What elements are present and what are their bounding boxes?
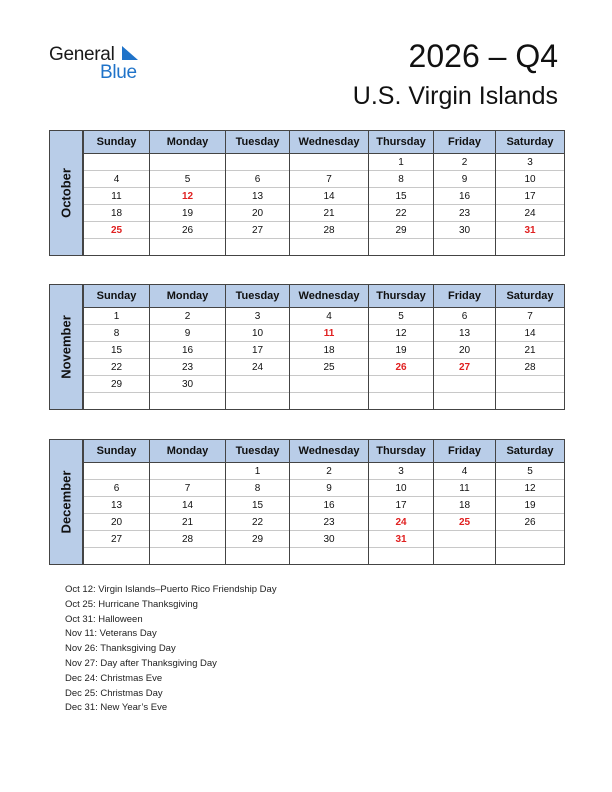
day-cell: 22 <box>226 514 290 531</box>
day-cell: 19 <box>369 342 434 359</box>
day-cell: 27 <box>226 222 290 239</box>
holiday-list-item: Dec 25: Christmas Day <box>65 687 163 699</box>
day-cell <box>84 463 150 480</box>
day-cell: 30 <box>150 376 226 393</box>
day-cell <box>150 239 226 256</box>
day-cell: 16 <box>434 188 496 205</box>
day-cell <box>496 239 565 256</box>
holiday-list-item: Nov 11: Veterans Day <box>65 628 157 640</box>
month-name: October <box>58 168 74 218</box>
day-cell: 24 <box>226 359 290 376</box>
day-cell: 18 <box>84 205 150 222</box>
day-cell: 1 <box>226 463 290 480</box>
weekday-header-row <box>84 131 565 154</box>
holiday-list-item: Oct 31: Halloween <box>65 613 143 625</box>
day-cell: 25 <box>434 514 496 531</box>
week-row <box>84 222 565 239</box>
day-cell: 6 <box>226 171 290 188</box>
week-row <box>84 531 565 548</box>
day-cell <box>150 154 226 171</box>
weekday-header: Wednesday <box>290 440 369 463</box>
day-cell: 19 <box>496 497 565 514</box>
day-cell <box>434 393 496 410</box>
weekday-header: Thursday <box>369 131 434 154</box>
day-cell: 20 <box>226 205 290 222</box>
week-row <box>84 188 565 205</box>
day-cell: 3 <box>369 463 434 480</box>
day-cell: 27 <box>434 359 496 376</box>
day-cell: 4 <box>434 463 496 480</box>
day-cell <box>369 376 434 393</box>
logo-triangle-icon <box>122 46 138 60</box>
day-cell: 14 <box>290 188 369 205</box>
day-cell <box>226 239 290 256</box>
day-cell: 16 <box>150 342 226 359</box>
day-cell <box>434 376 496 393</box>
day-cell <box>369 239 434 256</box>
day-cell: 10 <box>369 480 434 497</box>
weekday-header: Tuesday <box>226 131 290 154</box>
day-cell <box>434 531 496 548</box>
day-cell <box>496 548 565 565</box>
day-cell: 22 <box>369 205 434 222</box>
holiday-list-item: Nov 27: Day after Thanksgiving Day <box>65 657 217 669</box>
holiday-list-item: Dec 31: New Year’s Eve <box>65 702 168 714</box>
weekday-header: Monday <box>150 285 226 308</box>
day-cell <box>84 239 150 256</box>
weekday-header: Monday <box>150 440 226 463</box>
day-cell: 17 <box>226 342 290 359</box>
calendar-table <box>83 130 565 256</box>
week-row <box>84 514 565 531</box>
weekday-header: Friday <box>434 440 496 463</box>
day-cell <box>496 531 565 548</box>
weekday-header: Tuesday <box>226 285 290 308</box>
week-row <box>84 325 565 342</box>
logo-general-text: General <box>49 44 115 65</box>
day-cell: 21 <box>290 205 369 222</box>
month-calendar-october <box>49 130 564 256</box>
week-row <box>84 342 565 359</box>
country-title: U.S. Virgin Islands <box>352 82 558 110</box>
month-label <box>49 130 83 256</box>
holiday-list-item: Oct 12: Virgin Islands–Puerto Rico Friendship Day <box>65 584 277 595</box>
day-cell: 21 <box>150 514 226 531</box>
day-cell <box>369 393 434 410</box>
week-row <box>84 308 565 325</box>
day-cell: 29 <box>84 376 150 393</box>
day-cell <box>84 154 150 171</box>
week-row <box>84 359 565 376</box>
day-cell: 24 <box>496 205 565 222</box>
weekday-header: Sunday <box>84 440 150 463</box>
day-cell: 15 <box>369 188 434 205</box>
weekday-header: Wednesday <box>290 285 369 308</box>
day-cell <box>434 239 496 256</box>
day-cell: 13 <box>226 188 290 205</box>
day-cell <box>290 376 369 393</box>
day-cell: 12 <box>150 188 226 205</box>
day-cell: 28 <box>496 359 565 376</box>
day-cell <box>150 393 226 410</box>
day-cell: 31 <box>496 222 565 239</box>
day-cell: 19 <box>150 205 226 222</box>
month-calendar-november <box>49 284 564 410</box>
day-cell: 10 <box>496 171 565 188</box>
day-cell: 1 <box>369 154 434 171</box>
day-cell: 22 <box>84 359 150 376</box>
day-cell: 7 <box>290 171 369 188</box>
day-cell: 20 <box>434 342 496 359</box>
day-cell: 17 <box>369 497 434 514</box>
day-cell: 30 <box>290 531 369 548</box>
holiday-list-item: Dec 24: Christmas Eve <box>65 672 163 684</box>
day-cell: 5 <box>150 171 226 188</box>
weekday-header: Thursday <box>369 440 434 463</box>
day-cell <box>150 463 226 480</box>
day-cell: 8 <box>84 325 150 342</box>
day-cell: 15 <box>84 342 150 359</box>
day-cell: 21 <box>496 342 565 359</box>
page-title: 2026 – Q4 <box>408 38 558 74</box>
weekday-header: Monday <box>150 131 226 154</box>
day-cell: 9 <box>434 171 496 188</box>
day-cell: 25 <box>84 222 150 239</box>
weekday-header: Sunday <box>84 131 150 154</box>
day-cell: 23 <box>434 205 496 222</box>
day-cell: 12 <box>496 480 565 497</box>
week-row <box>84 154 565 171</box>
day-cell: 7 <box>150 480 226 497</box>
day-cell <box>290 548 369 565</box>
day-cell <box>226 393 290 410</box>
week-row <box>84 480 565 497</box>
weekday-header: Sunday <box>84 285 150 308</box>
day-cell: 14 <box>150 497 226 514</box>
day-cell: 3 <box>496 154 565 171</box>
month-label <box>49 439 83 565</box>
day-cell: 9 <box>290 480 369 497</box>
day-cell: 26 <box>369 359 434 376</box>
day-cell: 11 <box>290 325 369 342</box>
day-cell <box>226 548 290 565</box>
day-cell: 9 <box>150 325 226 342</box>
day-cell: 18 <box>434 497 496 514</box>
week-row <box>84 205 565 222</box>
day-cell: 28 <box>290 222 369 239</box>
week-row <box>84 171 565 188</box>
day-cell: 2 <box>150 308 226 325</box>
month-label <box>49 284 83 410</box>
day-cell: 8 <box>226 480 290 497</box>
day-cell: 12 <box>369 325 434 342</box>
logo-blue-text: Blue <box>100 62 137 83</box>
week-row <box>84 393 565 410</box>
day-cell: 28 <box>150 531 226 548</box>
calendar-table <box>83 284 565 410</box>
day-cell: 23 <box>290 514 369 531</box>
day-cell: 17 <box>496 188 565 205</box>
day-cell: 14 <box>496 325 565 342</box>
day-cell: 26 <box>150 222 226 239</box>
day-cell: 15 <box>226 497 290 514</box>
day-cell: 3 <box>226 308 290 325</box>
day-cell <box>84 393 150 410</box>
calendar-table <box>83 439 565 565</box>
generalblue-logo <box>49 44 159 84</box>
weekday-header: Thursday <box>369 285 434 308</box>
weekday-header: Saturday <box>496 440 565 463</box>
day-cell: 10 <box>226 325 290 342</box>
day-cell: 2 <box>434 154 496 171</box>
day-cell: 4 <box>84 171 150 188</box>
day-cell: 29 <box>369 222 434 239</box>
day-cell: 5 <box>496 463 565 480</box>
day-cell: 20 <box>84 514 150 531</box>
day-cell: 30 <box>434 222 496 239</box>
weekday-header: Tuesday <box>226 440 290 463</box>
weekday-header: Wednesday <box>290 131 369 154</box>
month-calendar-december <box>49 439 564 565</box>
day-cell: 24 <box>369 514 434 531</box>
weekday-header: Saturday <box>496 285 565 308</box>
week-row <box>84 497 565 514</box>
weekday-header: Saturday <box>496 131 565 154</box>
day-cell <box>496 376 565 393</box>
day-cell: 18 <box>290 342 369 359</box>
day-cell: 26 <box>496 514 565 531</box>
day-cell: 1 <box>84 308 150 325</box>
day-cell: 6 <box>84 480 150 497</box>
day-cell: 7 <box>496 308 565 325</box>
weekday-header: Friday <box>434 131 496 154</box>
day-cell <box>496 393 565 410</box>
day-cell: 31 <box>369 531 434 548</box>
day-cell: 2 <box>290 463 369 480</box>
day-cell: 13 <box>434 325 496 342</box>
week-row <box>84 548 565 565</box>
week-row <box>84 463 565 480</box>
month-name: November <box>58 315 74 379</box>
day-cell: 27 <box>84 531 150 548</box>
day-cell <box>290 154 369 171</box>
day-cell: 25 <box>290 359 369 376</box>
weekday-header: Friday <box>434 285 496 308</box>
day-cell: 4 <box>290 308 369 325</box>
day-cell: 5 <box>369 308 434 325</box>
day-cell: 29 <box>226 531 290 548</box>
day-cell: 16 <box>290 497 369 514</box>
day-cell: 11 <box>434 480 496 497</box>
day-cell: 8 <box>369 171 434 188</box>
day-cell: 11 <box>84 188 150 205</box>
holiday-list-item: Oct 25: Hurricane Thanksgiving <box>65 598 198 610</box>
weekday-header-row <box>84 440 565 463</box>
day-cell <box>434 548 496 565</box>
day-cell: 13 <box>84 497 150 514</box>
day-cell <box>226 154 290 171</box>
week-row <box>84 239 565 256</box>
holiday-list <box>65 583 277 716</box>
month-name: December <box>58 470 74 534</box>
week-row <box>84 376 565 393</box>
day-cell: 6 <box>434 308 496 325</box>
day-cell <box>84 548 150 565</box>
holiday-list-item: Nov 26: Thanksgiving Day <box>65 643 176 655</box>
day-cell <box>290 239 369 256</box>
day-cell <box>369 548 434 565</box>
day-cell <box>290 393 369 410</box>
day-cell <box>226 376 290 393</box>
weekday-header-row <box>84 285 565 308</box>
day-cell <box>150 548 226 565</box>
day-cell: 23 <box>150 359 226 376</box>
